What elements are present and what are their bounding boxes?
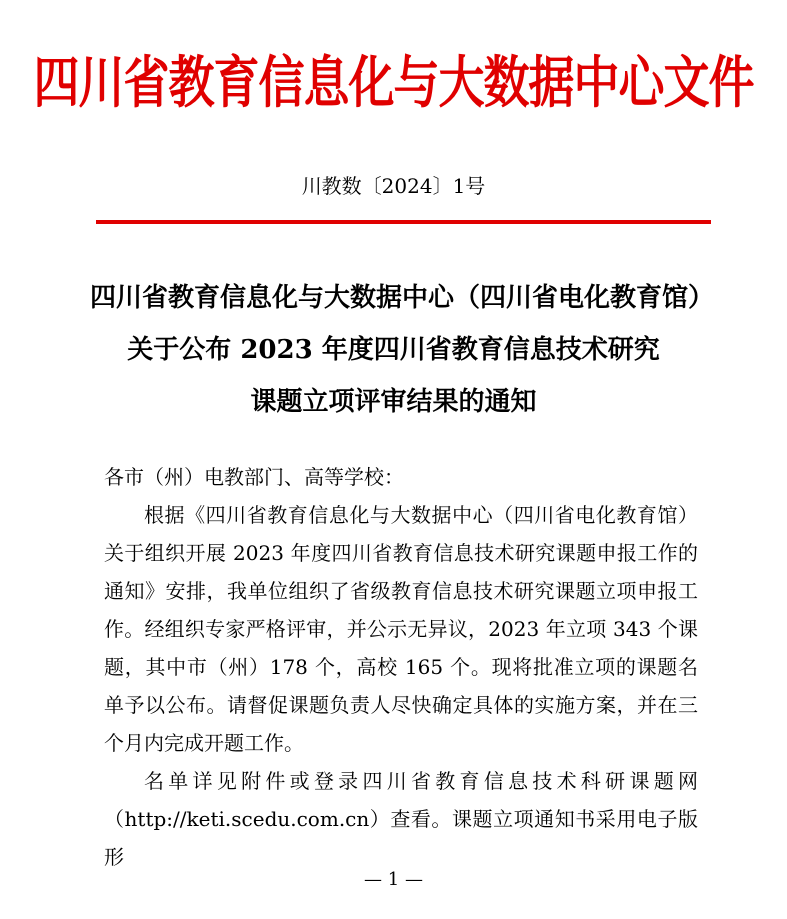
document-number: 川教数〔2024〕1号 (301, 174, 486, 198)
notice-title-line: 关于公布 2023 年度四川省教育信息技术研究 (127, 335, 660, 365)
notice-title (90, 272, 715, 428)
issuer-header-title: 四川省教育信息化与大数据中心文件 (33, 49, 754, 116)
page-number: — 1 — (364, 869, 423, 890)
notice-title-line: 四川省教育信息化与大数据中心（四川省电化教育馆） (90, 283, 715, 313)
red-divider-line (96, 220, 711, 224)
body-paragraph: 名单详见附件或登录四川省教育信息技术科研课题网（http://keti.scedu.com.cn）查看。课题立项通知书采用电子版形 (104, 769, 698, 869)
notice-title-line: 课题立项评审结果的通知 (250, 387, 537, 417)
notice-body (104, 458, 698, 876)
salutation: 各市（州）电教部门、高等学校： (104, 465, 404, 489)
body-paragraph: 根据《四川省教育信息化与大数据中心（四川省电化教育馆）关于组织开展 2023 年度四川省教育信息技术研究课题申报工作的通知》安排，我单位组织了省级教育信息技术研究课题立项申报工作。经组织专家严格评审，并公示无异议，2023 年立项 343 个课题，其中市（州）178 个，高校 165 个。现将批准立项的课题名单予以公布。请督促课题负责人尽快确定具体的实施方案，并在三个月内完成开题工作。 (104, 503, 698, 755)
